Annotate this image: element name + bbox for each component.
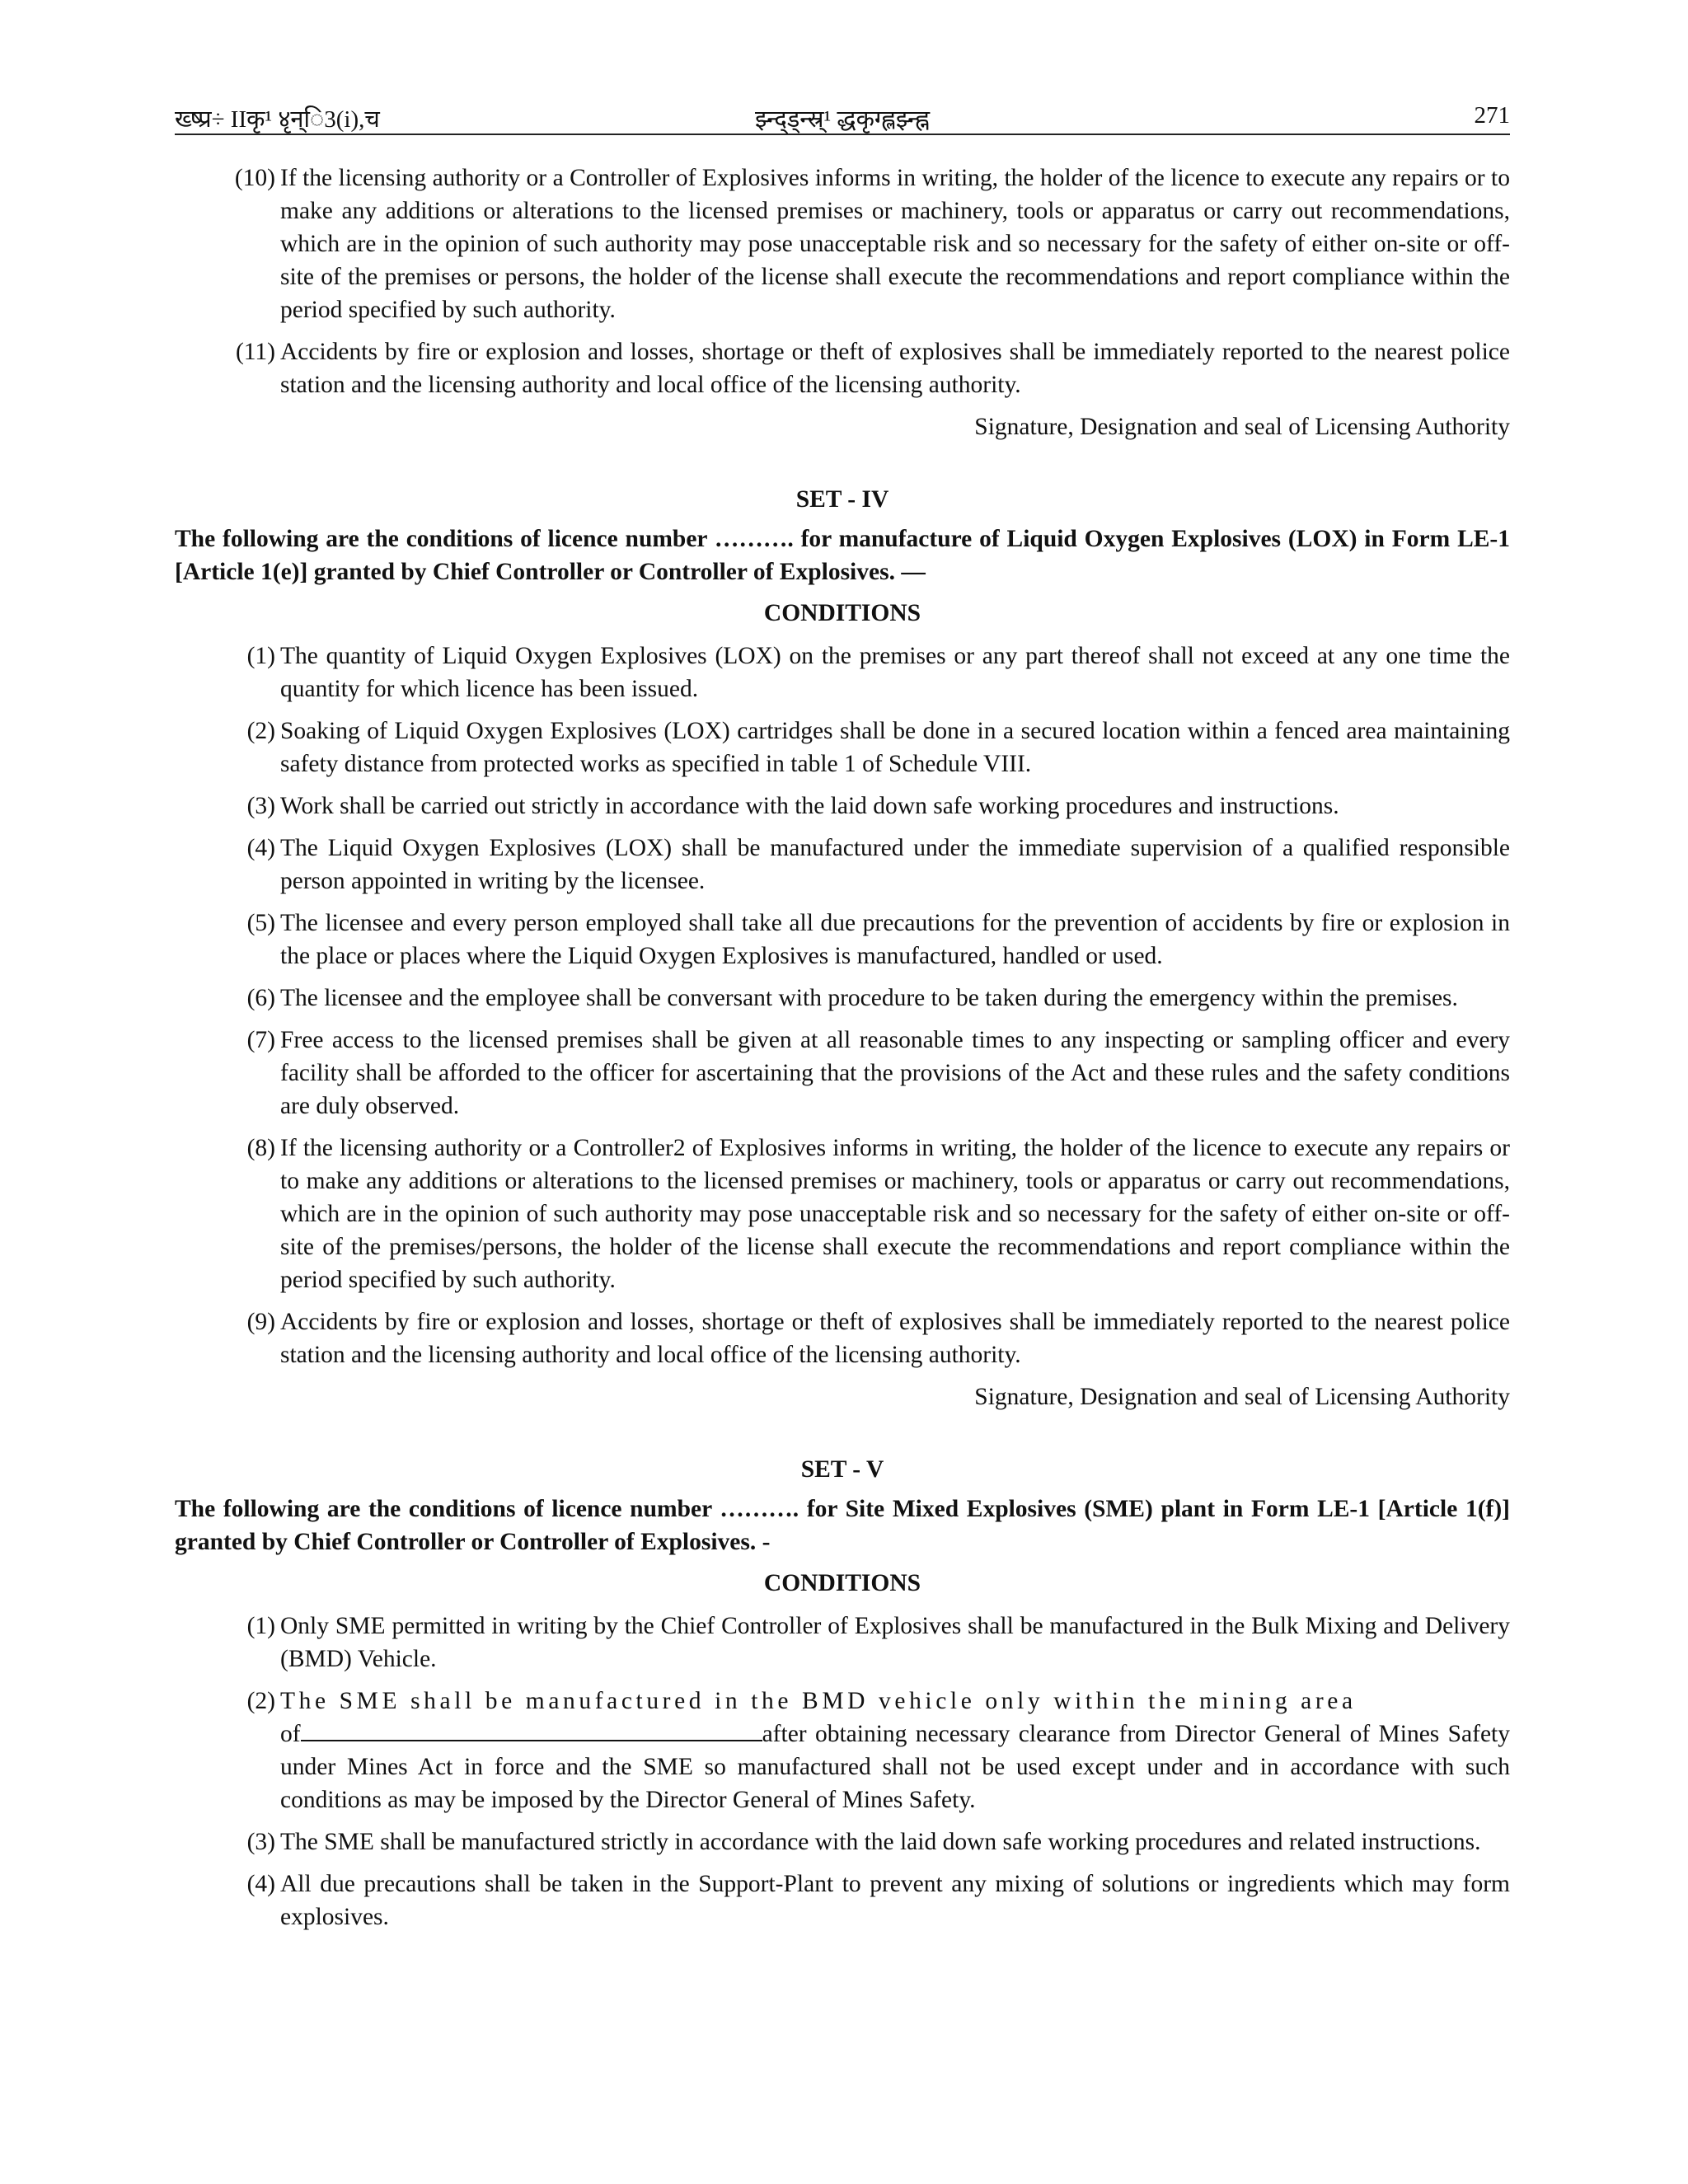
condition-item xyxy=(175,982,1510,1015)
condition-item xyxy=(175,1825,1510,1858)
condition-number: (11) xyxy=(235,339,275,365)
condition-text: Free access to the licensed premises shall be given at all reasonable times to any inspecting or sampling officer and every facility shall be afforded to the officer for ascertaining that the provisions of the Act and these rules and the safety conditions are duly observed. xyxy=(280,1027,1510,1119)
condition-number: (2) xyxy=(246,718,275,744)
condition-text-line: The SME shall be manufactured in the BMD vehicle only within the mining area xyxy=(280,1688,1357,1714)
condition-number: (3) xyxy=(246,793,275,819)
condition-text-rest: after obtaining necessary clearance from Director General of Mines Safety under Mines Act in force and the SME so manufactured shall not be used except under and in accordance with such conditions as may be imposed by the Director General of Mines Safety. xyxy=(280,1721,1510,1813)
signature-line: Signature, Designation and seal of Licensing Authority xyxy=(974,1384,1510,1410)
set-title: SET - V xyxy=(800,1456,884,1483)
condition-item xyxy=(175,335,1510,401)
condition-item xyxy=(175,715,1510,780)
condition-number: (10) xyxy=(234,165,275,191)
condition-text xyxy=(280,1685,1510,1816)
condition-text: The licensee and every person employed shall take all due precautions for the prevention of accidents by fire or explosion in the place or places where the Liquid Oxygen Explosives is manufactured, handled or used. xyxy=(280,910,1510,969)
condition-number: (2) xyxy=(246,1688,275,1714)
set-intro: The following are the conditions of licence number ………. for Site Mixed Explosives (SME) plant in Form LE-1 [Article 1(f)] granted by Chief Controller or Controller of Explosives. - xyxy=(175,1496,1510,1555)
page-number: 271 xyxy=(1474,102,1510,129)
page-content xyxy=(175,162,1510,1943)
condition-item xyxy=(175,790,1510,823)
condition-number: (3) xyxy=(246,1829,275,1855)
condition-text: The licensee and the employee shall be conversant with procedure to be taken during the emergency within the premises. xyxy=(280,985,1458,1011)
condition-number: (1) xyxy=(246,1613,275,1639)
condition-item xyxy=(175,907,1510,972)
condition-number: (1) xyxy=(246,643,275,669)
condition-text: If the licensing authority or a Controller of Explosives informs in writing, the holder of the licence to execute any repairs or to make any additions or alterations to the licensed premises or machinery, tools or apparatus or carry out recommendations, which are in the opinion of such authority may pose unacceptable risk and so necessary for the safety of either on-site or off-site of the premises or persons, the holder of the license shall execute the recommendations and report compliance within the period specified by such authority. xyxy=(280,165,1510,323)
condition-text: The SME shall be manufactured strictly in accordance with the laid down safe working procedures and related instructions. xyxy=(280,1829,1481,1855)
condition-number: (8) xyxy=(246,1135,275,1161)
condition-item xyxy=(175,1305,1510,1371)
condition-item xyxy=(175,1685,1510,1816)
condition-item xyxy=(175,1868,1510,1933)
signature-line: Signature, Designation and seal of Licensing Authority xyxy=(974,414,1510,440)
condition-item xyxy=(175,1024,1510,1122)
condition-item xyxy=(175,162,1510,326)
condition-number: (4) xyxy=(246,835,275,861)
condition-text: The Liquid Oxygen Explosives (LOX) shall be manufactured under the immediate supervision of a qualified responsible person appointed in writing by the licensee. xyxy=(280,835,1510,894)
condition-number: (4) xyxy=(246,1871,275,1897)
header-center-text: झ्न्द्ड्न्स्र्¹ द्धकृग्ह्लझ्न्ह्न xyxy=(754,106,931,133)
condition-item xyxy=(175,832,1510,898)
condition-text: Work shall be carried out strictly in accordance with the laid down safe working procedures and instructions. xyxy=(280,793,1339,819)
condition-number: (6) xyxy=(246,985,275,1011)
condition-text: Soaking of Liquid Oxygen Explosives (LOX) cartridges shall be done in a secured location within a fenced area maintaining safety distance from protected works as specified in table 1 of Schedule VIII. xyxy=(280,718,1510,777)
set-title: SET - IV xyxy=(795,486,889,513)
conditions-heading: CONDITIONS xyxy=(763,1570,921,1596)
condition-text: Accidents by fire or explosion and losses, shortage or theft of explosives shall be immediately reported to the nearest police station and the licensing authority and local office of the licensing authority. xyxy=(280,339,1510,398)
condition-number: (7) xyxy=(246,1027,275,1053)
condition-text: Only SME permitted in writing by the Chief Controller of Explosives shall be manufactured in the Bulk Mixing and Delivery (BMD) Vehicle. xyxy=(280,1613,1510,1672)
condition-item xyxy=(175,1610,1510,1675)
condition-number: (9) xyxy=(246,1309,275,1335)
conditions-heading: CONDITIONS xyxy=(763,600,921,626)
header-left-text: ख्ष्प्र÷ IIकृ¹ ४ृन्ि3(i),च xyxy=(175,106,380,133)
condition-text: All due precautions shall be taken in the Support-Plant to prevent any mixing of solutions or ingredients which may form explosives. xyxy=(280,1871,1510,1930)
condition-text-of: of xyxy=(280,1721,301,1747)
condition-text: Accidents by fire or explosion and losses, shortage or theft of explosives shall be immediately reported to the nearest police station and the licensing authority and local office of the licensing authority. xyxy=(280,1309,1510,1368)
condition-number: (5) xyxy=(246,910,275,936)
condition-text: The quantity of Liquid Oxygen Explosives (LOX) on the premises or any part thereof shall not exceed at any one time the quantity for which licence has been issued. xyxy=(280,643,1510,702)
header-rule xyxy=(175,134,1510,135)
fill-in-blank-mining-area[interactable] xyxy=(301,1718,762,1741)
condition-item xyxy=(175,640,1510,705)
set-intro: The following are the conditions of licence number ………. for manufacture of Liquid Oxygen Explosives (LOX) in Form LE-1 [Article 1(e)] granted by Chief Controller or Controller of Explosives. — xyxy=(175,526,1510,585)
condition-text: If the licensing authority or a Controller2 of Explosives informs in writing, the holder of the licence to execute any repairs or to make any additions or alterations to the licensed premises or machinery, tools or apparatus or carry out recommendations, which are in the opinion of such authority may pose unacceptable risk and so necessary for the safety of either on-site or off-site of the premises/persons, the holder of the license shall execute the recommendations and report compliance within the period specified by such authority. xyxy=(280,1135,1510,1293)
running-header xyxy=(175,102,1510,135)
condition-item xyxy=(175,1132,1510,1296)
